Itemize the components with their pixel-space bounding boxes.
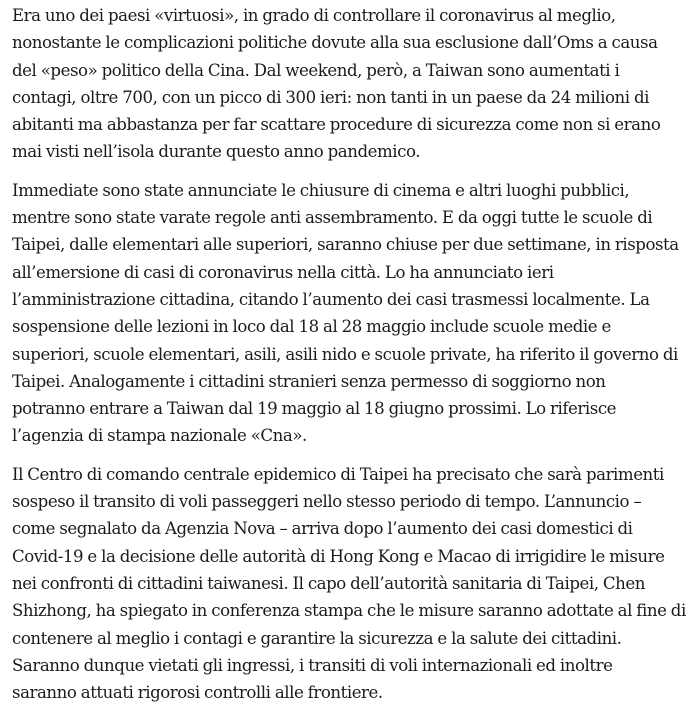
paragraph-1 xyxy=(12,2,695,166)
text-line: mai visti nell’isola durante questo anno pandemico. xyxy=(12,142,421,162)
text-line: Shizhong, ha spiegato in conferenza stampa che le misure saranno adottate al fine di xyxy=(12,601,686,621)
text-line: abitanti ma abbastanza per far scattare procedure di sicurezza come non si erano xyxy=(12,115,661,135)
paragraph-2 xyxy=(12,177,695,450)
text-line: l’amministrazione cittadina, citando l’aumento dei casi trasmessi localmente. La xyxy=(12,289,650,309)
text-line: Era uno dei paesi «virtuosi», in grado di controllare il coronavirus al meglio, xyxy=(12,6,616,25)
text-line: nei confronti di cittadini taiwanesi. Il capo dell’autorità sanitaria di Taipei, Chen xyxy=(12,573,645,593)
text-line: superiori, scuole elementari, asili, asili nido e scuole private, ha riferito il governo di xyxy=(12,344,678,364)
text-line: del «peso» politico della Cina. Dal weekend, però, a Taiwan sono aumentati i xyxy=(12,60,620,80)
text-line: all’emersione di casi di coronavirus nella città. Lo ha annunciato ieri xyxy=(12,262,554,282)
text-line: contenere al meglio i contagi e garantire la sicurezza e la salute dei cittadini. xyxy=(12,628,622,648)
text-line: nonostante le complicazioni politiche dovute alla sua esclusione dall’Oms a causa xyxy=(12,33,658,53)
text-line: Taipei, dalle elementari alle superiori, saranno chiuse per due settimane, in risposta xyxy=(12,235,679,255)
text-line: Immediate sono state annunciate le chiusure di cinema e altri luoghi pubblici, xyxy=(12,180,630,200)
text-line: come segnalato da Agenzia Nova – arriva dopo l’aumento dei casi domestici di xyxy=(12,519,633,539)
text-line: Covid-19 e la decisione delle autorità di Hong Kong e Macao di irrigidire le misure xyxy=(12,546,665,566)
text-line: sospeso il transito di voli passeggeri nello stesso periodo di tempo. L’annuncio – xyxy=(12,492,642,512)
text-line: saranno attuati rigorosi controlli alle frontiere. xyxy=(12,683,383,703)
text-line: Saranno dunque vietati gli ingressi, i transiti di voli internazionali ed inoltre xyxy=(12,655,613,675)
paragraph-3 xyxy=(12,461,695,707)
text-line: l’agenzia di stampa nazionale «Cna». xyxy=(12,426,307,446)
text-line: Il Centro di comando centrale epidemico di Taipei ha precisato che sarà parimenti xyxy=(12,464,664,484)
text-line: mentre sono state varate regole anti assembramento. E da oggi tutte le scuole di xyxy=(12,208,653,228)
text-line: Taipei. Analogamente i cittadini stranieri senza permesso di soggiorno non xyxy=(12,371,606,391)
text-line: sospensione delle lezioni in loco dal 18 al 28 maggio include scuole medie e xyxy=(12,317,611,337)
text-line: potranno entrare a Taiwan dal 19 maggio al 18 giugno prossimi. Lo riferisce xyxy=(12,399,617,419)
text-line: contagi, oltre 700, con un picco di 300 ieri: non tanti in un paese da 24 milioni di xyxy=(12,87,650,107)
